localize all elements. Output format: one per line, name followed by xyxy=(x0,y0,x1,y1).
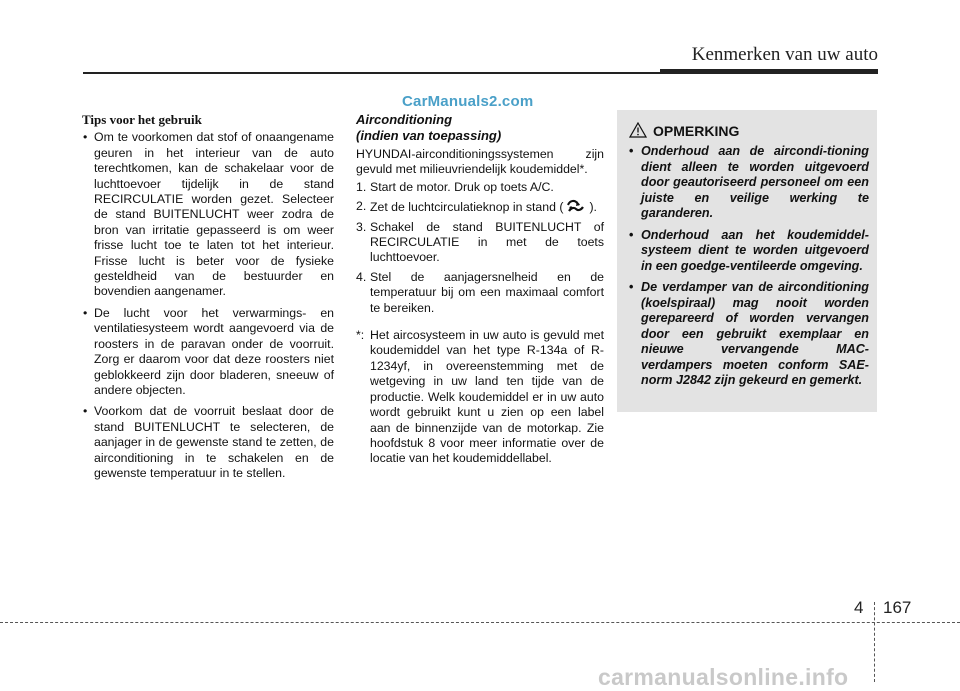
header-rule-accent xyxy=(660,69,878,74)
step-text-end: ). xyxy=(589,200,597,215)
watermark-top: CarManuals2.com xyxy=(402,93,534,110)
chapter-number: 4 xyxy=(854,598,864,617)
section-intro: HYUNDAI-airconditioningssystemen zijn gevuld met milieuvriendelijk koudemiddel*. xyxy=(356,147,604,177)
section-title-sub: (indien van toepassing) xyxy=(356,128,502,143)
notice-heading-text: OPMERKING xyxy=(653,123,740,139)
footer-rule xyxy=(0,622,960,623)
header-rule xyxy=(83,72,663,74)
tips-item: • Om te voorkomen dat stof of onaangename geuren in het interieur van de auto terechtkomen, kan de schakelaar voor de luchttoevoer tijdelijk in de stand RECIRCULATIE worden gezet. Selecteer de stand BUITENLUCHT weer zodra de bron van irritatie gepasseerd is om weer frisse lucht toe te laten tot het interieur. Frisse lucht is beter voor de fysieke gesteldheid van de bestuurder en bovendien aangenamer. xyxy=(82,130,334,299)
step-item xyxy=(356,199,604,215)
step-number: 2. xyxy=(356,199,367,214)
tips-item: • Voorkom dat de voorruit beslaat door de stand BUITENLUCHT te selecteren, de aanjager in de gewenste stand te zetten, de airconditioning in te schakelen en de gewenste temperatuur in te stellen. xyxy=(82,404,334,481)
step-item xyxy=(356,270,604,316)
tips-list xyxy=(82,130,334,481)
step-text: Start de motor. Druk op toets A/C. xyxy=(370,179,554,194)
step-item xyxy=(356,220,604,266)
tips-title: Tips voor het gebruik xyxy=(82,112,202,127)
section-title-main: Airconditioning xyxy=(356,112,453,127)
step-number: 4. xyxy=(356,269,367,284)
footer-divider xyxy=(874,602,875,682)
step-text: Schakel de stand BUITENLUCHT of RECIRCULATIE in met de toets luchttoevoer. xyxy=(370,219,604,265)
steps-list xyxy=(356,180,604,316)
section-title xyxy=(356,112,604,144)
footnote-text: Het aircosysteem in uw auto is gevuld met koudemiddel van het type R-134a of R- 1234yf, in overeenstemming met de wetgeving in uw land ten tijde van de productie. Welk koudemiddel er in uw auto wordt gebruikt kunt u zien op een label aan de binnenzijde van de motorkap. Zie hoofdstuk 8 voor meer informatie over de locatie van het koudemiddellabel. xyxy=(370,328,604,466)
step-text: Zet de luchtcirculatieknop in stand ( xyxy=(370,200,564,215)
step-text: Stel de aanjagersnelheid en de temperatuur bij om een maximaal comfort te bereiken. xyxy=(370,269,604,315)
air-recirculation-icon xyxy=(565,199,587,213)
notice-box xyxy=(617,110,877,412)
tips-item: • De lucht voor het verwarmings- en ventilatiesysteem wordt aangevoerd via de roosters in de paravan onder de voorruit. Zorg er daarom voor dat deze roosters niet geblokkeerd zijn door bladeren, sneeuw of andere objecten. xyxy=(82,306,334,398)
airconditioning-column xyxy=(356,112,604,467)
notice-heading xyxy=(629,122,739,139)
notice-item: • Onderhoud aan de aircondi-tioning dient alleen te worden uitgevoerd door geautoriseerd personeel om een juiste en veilige werking te garanderen. xyxy=(629,144,869,222)
step-number: 1. xyxy=(356,179,367,194)
step-number: 3. xyxy=(356,219,367,234)
warning-triangle-icon xyxy=(629,122,647,138)
notice-item: • De verdamper van de airconditioning (koelspiraal) mag nooit worden gerepareerd of worden vervangen door een gebruikt exemplaar en nieuwe vervangende MAC-verdampers moeten conform SAE-norm J2842 zijn gekeurd en gemerkt. xyxy=(629,280,869,389)
footnote-mark: *: xyxy=(356,328,365,343)
page-header-title: Kenmerken van uw auto xyxy=(691,44,878,65)
watermark-bottom: carmanualsonline.info xyxy=(598,664,849,690)
notice-list xyxy=(629,144,869,395)
step-item xyxy=(356,180,604,195)
page-number: 167 xyxy=(883,598,912,617)
footnote xyxy=(356,328,604,467)
tips-column xyxy=(82,112,334,487)
notice-item: • Onderhoud aan het koudemiddel-systeem dient te worden uitgevoerd in een goedge-ventileerde omgeving. xyxy=(629,228,869,275)
